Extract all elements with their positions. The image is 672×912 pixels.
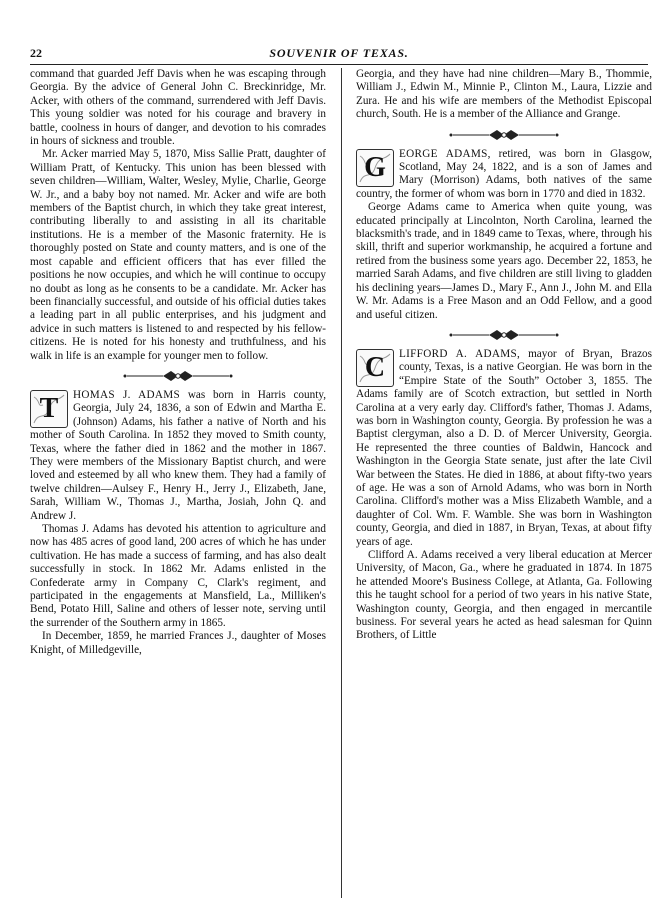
george-adams-bio	[356, 148, 652, 202]
dropcap-t	[30, 390, 68, 428]
page-number: 22	[30, 46, 42, 60]
column-divider	[341, 68, 342, 898]
ornament-icon	[123, 369, 233, 383]
clifford-paragraph-2: Clifford A. Adams received a very liberal education at Mercer University, of Macon, Ga., where he graduated in 1874. In 1875 he attended Moore's Business College, at Atlanta, Ga. Following this he taught school for a period of two years in his native State, Washington county, Georgia, and then engaged in mercantile business. For several years he acted as head salesman for Quinn Brothers, of Little	[356, 549, 652, 642]
section-ornament	[356, 324, 652, 346]
thomas-continued: Georgia, and they have had nine children—Mary B., Thommie, William J., Edwin M., Minnie P., Clinton M., Laura, Lizzie and Zura. He and his wife are members of the Methodist Episcopal church, South. He is a member of the Alliance and Grange.	[356, 68, 652, 121]
header-rule	[30, 64, 648, 65]
section-ornament	[356, 124, 652, 146]
page-header	[30, 46, 648, 62]
dropcap-g	[356, 149, 394, 187]
clifford-name: LIFFORD A. ADAMS	[399, 347, 518, 360]
ornament-icon	[449, 328, 559, 342]
thomas-paragraph-3: In December, 1859, he married Frances J., daughter of Moses Knight, of Milledgeville,	[30, 630, 326, 656]
ornament-icon	[449, 128, 559, 142]
thomas-paragraph-2: Thomas J. Adams has devoted his attention to agriculture and now has 485 acres of good land, 200 acres of which he has under cultivation. He has made a success of farming, and has also dealt successfully in stock. In 1862 Mr. Adams enlisted in the Confederate army in Company C, Clark's regiment, and participated in the engagements at Mansfield, La., Milliken's Bend, Potato Hill, Saline and others of lesser note, serving until the surrender of the Southern army in 1865.	[30, 523, 326, 629]
section-ornament	[30, 365, 326, 387]
right-column	[356, 68, 652, 898]
acker-paragraph-2: Mr. Acker married May 5, 1870, Miss Sallie Pratt, daughter of William Pratt, of Kentucky. This union has been blessed with seven children—William, Walter, Wesley, Mylie, Charlie, George W. Jr., and a baby boy not named. Mr. Acker and wife are both members of the Baptist church, in which they take great interest, contributing liberally to and assisting in all its charitable institutions. He is a member of the Masonic fraternity. He is thoroughly posted on State and county matters, and is one of the most capable and efficient officers that has ever filled the positions he now occupies, and which he will continue to occupy no doubt as long as he consents to be a candidate. Mr. Acker has been financially successful, and outside of his official duties takes a leading part in all public enterprises, and his judgment and advice in such matters is listened to and respected by his fellow-citizens. He is noted for his honesty and truthfulness, and his walk in life is an example for younger men to follow.	[30, 148, 326, 362]
running-title: SOUVENIR OF TEXAS.	[269, 46, 409, 60]
thomas-name: HOMAS J. ADAMS	[73, 388, 181, 401]
dropcap-letter: C	[364, 351, 386, 383]
thomas-adams-bio	[30, 389, 326, 523]
george-paragraph-2: George Adams came to America when quite young, was educated principally at Lincolnton, North Carolina, learned the blacksmith's trade, and in 1849 came to Texas, where, through his skill, thrift and superior workmanship, he acquired a fortune and retired from the business some years ago. December 22, 1853, he married Sarah Adams, and five children are still living to gladden his declining years—James D., Mary F., Ann J., John M. and Ella W. Mr. Adams is a Free Mason and an Odd Fellow, and a good and useful citizen.	[356, 201, 652, 321]
dropcap-letter: G	[364, 151, 386, 183]
left-column	[30, 68, 326, 898]
clifford-adams-bio	[356, 348, 652, 549]
george-name: EORGE ADAMS	[399, 147, 488, 160]
thomas-intro: was born in Harris county, Georgia, July 24, 1836, a son of Edwin and Martha E. (Johnson) Adams, his father a native of North and his mother of South Carolina. In 1852 they moved to Smith county, Texas, where the father died in 1862 and the mother in 1867. They were members of the Missionary Baptist church, and were loved and esteemed by all who knew them. They had a family of twelve children—Aulsey F., Henry H., Jerry J., Elizabeth, Jane, Sarah, William W., Thomas J., Martha, Josiah, John Q. and Andrew J.	[30, 388, 326, 522]
dropcap-letter: T	[39, 392, 59, 424]
acker-paragraph-1: command that guarded Jeff Davis when he was escaping through Georgia. By the advice of General John C. Breckinridge, Mr. Acker, with others of the command, surrendered with Jeff Davis. This young soldier was noted for his courage and bravery in battle, coolness in hours of danger, and devotion to his comrades in hours of sickness and trouble.	[30, 68, 326, 148]
george-intro: , retired, was born in Glasgow, Scotland, May 24, 1822, and is a son of James and Mary (Morrison) Adams, both natives of the same country, the former of whom was born in 1770 and died in 1832.	[356, 147, 652, 200]
dropcap-c	[356, 349, 394, 387]
clifford-intro: , mayor of Bryan, Brazos county, Texas, is a native Georgian. He was born in the “Empire State of the South” October 3, 1855. The Adams family are of Scotch extraction, but settled in North Carolina at a very early day. Clifford's father, Thomas J. Adams, was born in Washington county, Georgia. By profession he was a Baptist clergyman, also a D. D. of Mercer University, Georgia. He represented the three counties of Baldwin, Hancock and Washington in the Georgia State senate, just after the late Civil War between the States. He died in 1886, at about fifty-two years of age. He was a son of Arnold Adams, who was born in North Carolina. Clifford's mother was a Miss Elizabeth Wamble, and a daughter of Col. Wm. F. Wamble. She was born in Washington county, Georgia, and died in 1887, in Bryan, Texas, at about fifty years of age.	[356, 347, 652, 548]
